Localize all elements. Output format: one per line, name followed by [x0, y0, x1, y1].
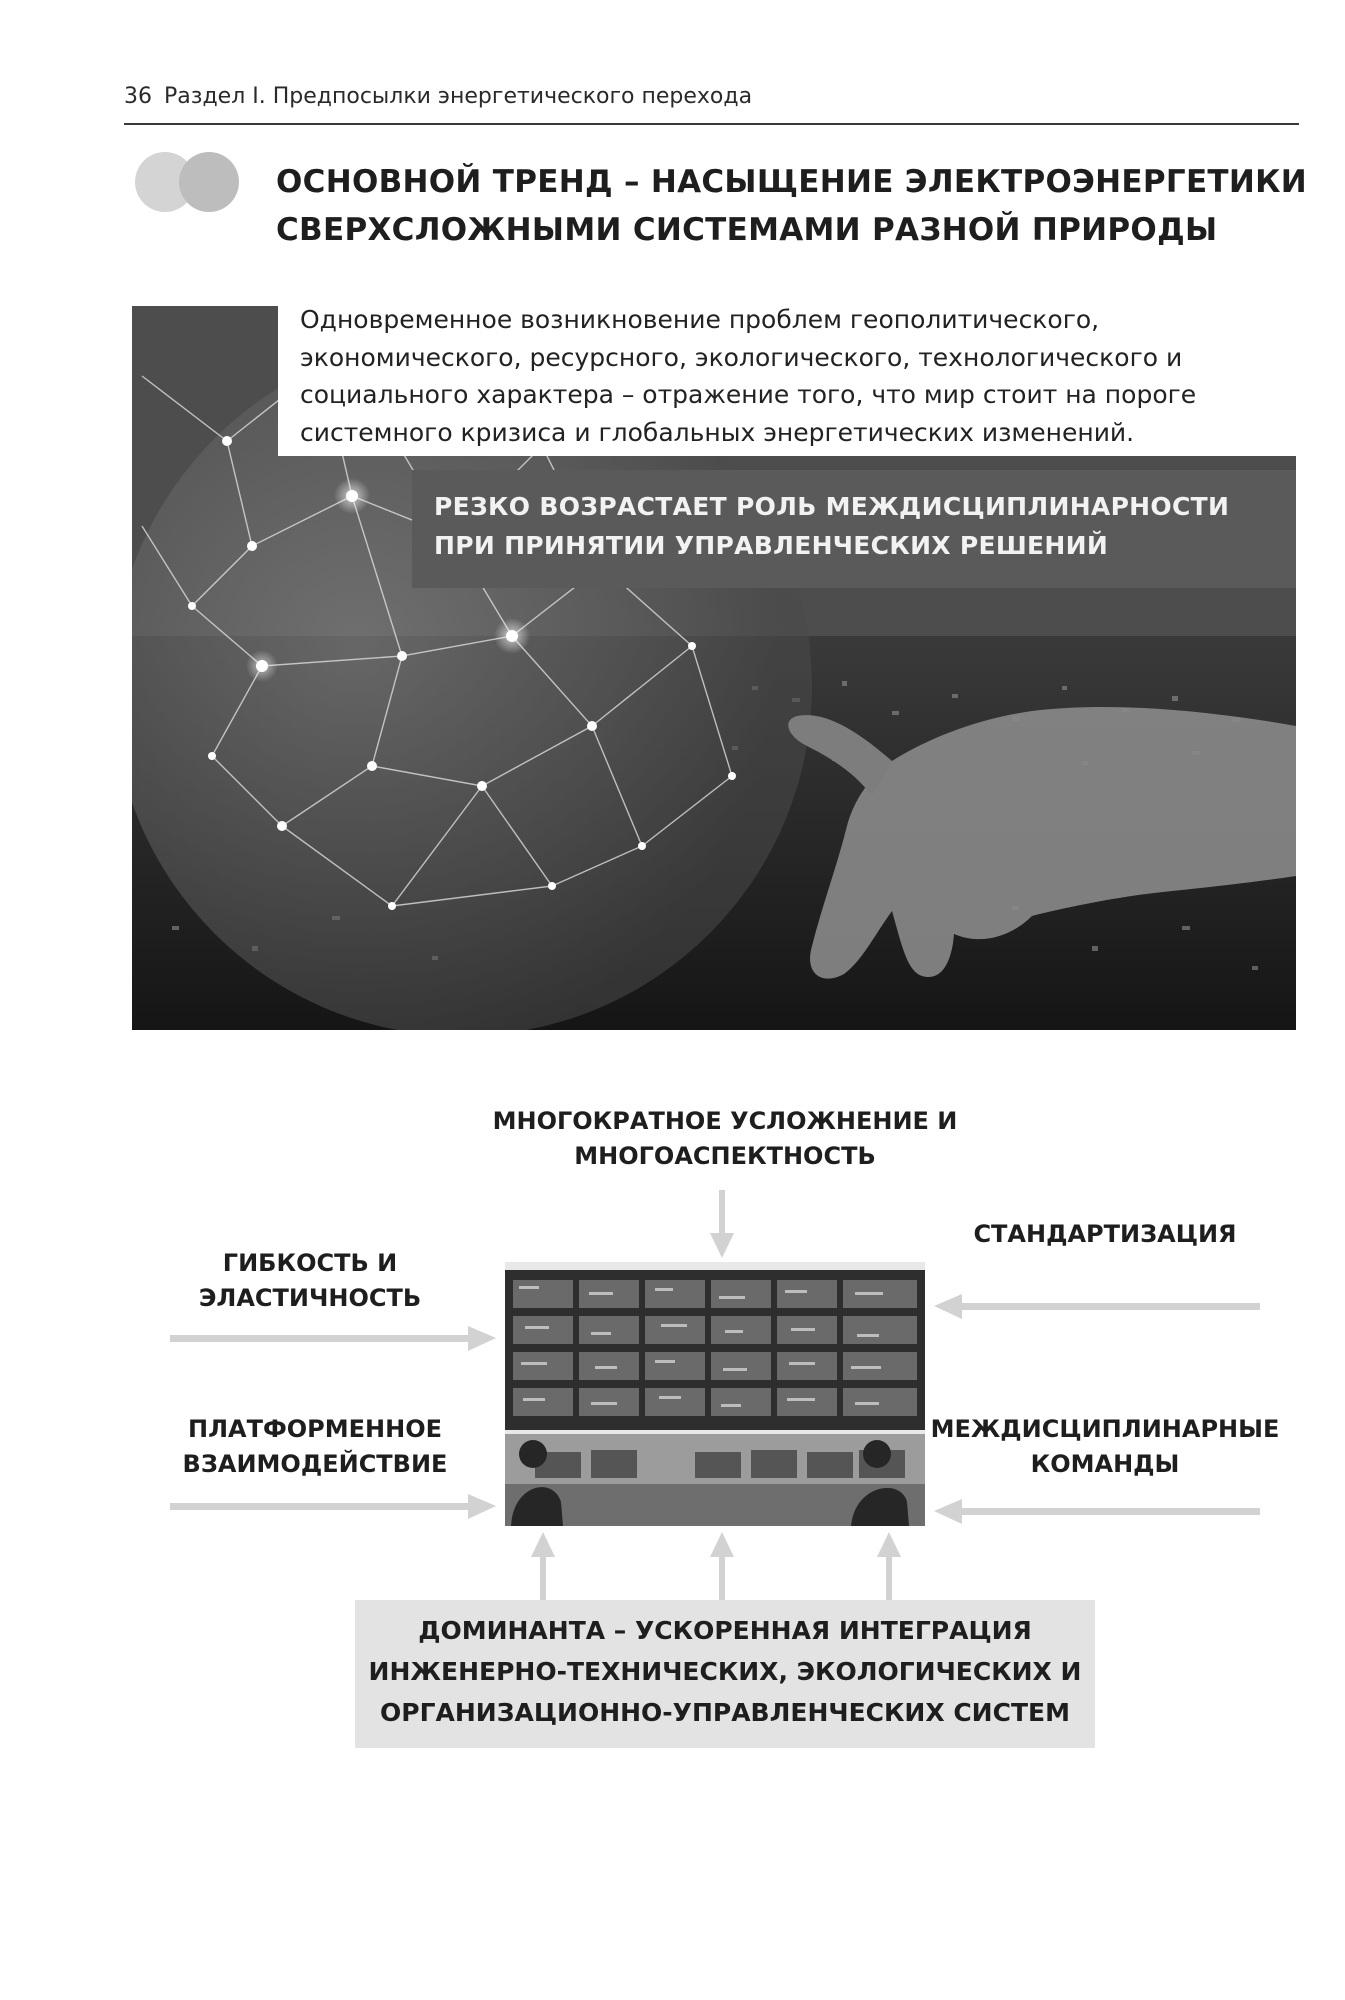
- label-line: ВЗАИМОДЕЙСТВИЕ: [182, 1450, 448, 1478]
- banner-line: ПРИ ПРИНЯТИИ УПРАВЛЕНЧЕСКИХ РЕШЕНИЙ: [434, 531, 1109, 560]
- intro-line: Одновременное возникновение проблем геополитического,: [300, 305, 1100, 334]
- page-title-line: ОСНОВНОЙ ТРЕНД – НАСЫЩЕНИЕ ЭЛЕКТРОЭНЕРГЕТИКИ: [276, 164, 1308, 200]
- label-standardization: [940, 1217, 1270, 1252]
- dominant-line: ОРГАНИЗАЦИОННО-УПРАВЛЕНЧЕСКИХ СИСТЕМ: [380, 1698, 1070, 1727]
- label-interdisciplinary-teams: [930, 1412, 1280, 1482]
- dominant-line: ДОМИНАНТА – УСКОРЕННАЯ ИНТЕГРАЦИЯ: [418, 1616, 1032, 1645]
- intro-line: системного кризиса и глобальных энергетических изменений.: [300, 417, 1135, 447]
- banner-line: РЕЗКО ВОЗРАСТАЕТ РОЛЬ МЕЖДИСЦИПЛИНАРНОСТИ: [434, 492, 1230, 521]
- page-title: [276, 158, 1306, 254]
- circle-icon: [179, 152, 239, 212]
- page-title-line: СВЕРХСЛОЖНЫМИ СИСТЕМАМИ РАЗНОЙ ПРИРОДЫ: [276, 212, 1218, 248]
- dominant-text: [355, 1610, 1095, 1733]
- header-rule: [124, 123, 1299, 125]
- dominant-line: ИНЖЕНЕРНО-ТЕХНИЧЕСКИХ, ЭКОЛОГИЧЕСКИХ И: [368, 1657, 1082, 1686]
- page-number: 36: [124, 84, 152, 109]
- intro-line: экономического, ресурсного, экологического, технологического и: [300, 342, 1183, 372]
- label-line: ГИБКОСТЬ И: [222, 1249, 398, 1277]
- title-decoration: [135, 152, 245, 212]
- label-complexity: [465, 1104, 985, 1174]
- label-line: МЕЖДИСЦИПЛИНАРНЫЕ: [930, 1415, 1280, 1443]
- label-line: МНОГОКРАТНОЕ УСЛОЖНЕНИЕ И: [492, 1107, 958, 1135]
- section-title: Раздел I. Предпосылки энергетического перехода: [164, 84, 753, 109]
- intro-paragraph: [300, 301, 1280, 451]
- label-flexibility: [190, 1246, 430, 1316]
- control-room-illustration: [505, 1262, 925, 1526]
- intro-line: социального характера – отражение того, что мир стоит на пороге: [300, 380, 1197, 409]
- running-header: [124, 84, 752, 109]
- label-line: ПЛАТФОРМЕННОЕ: [187, 1415, 442, 1443]
- label-line: СТАНДАРТИЗАЦИЯ: [973, 1220, 1237, 1248]
- control-room-photo: [505, 1262, 925, 1526]
- label-line: МНОГОАСПЕКТНОСТЬ: [574, 1142, 876, 1170]
- label-line: КОМАНДЫ: [1030, 1450, 1180, 1478]
- label-platform-interaction: [170, 1412, 460, 1482]
- highlight-banner-text: [434, 487, 1294, 565]
- label-line: ЭЛАСТИЧНОСТЬ: [198, 1284, 422, 1312]
